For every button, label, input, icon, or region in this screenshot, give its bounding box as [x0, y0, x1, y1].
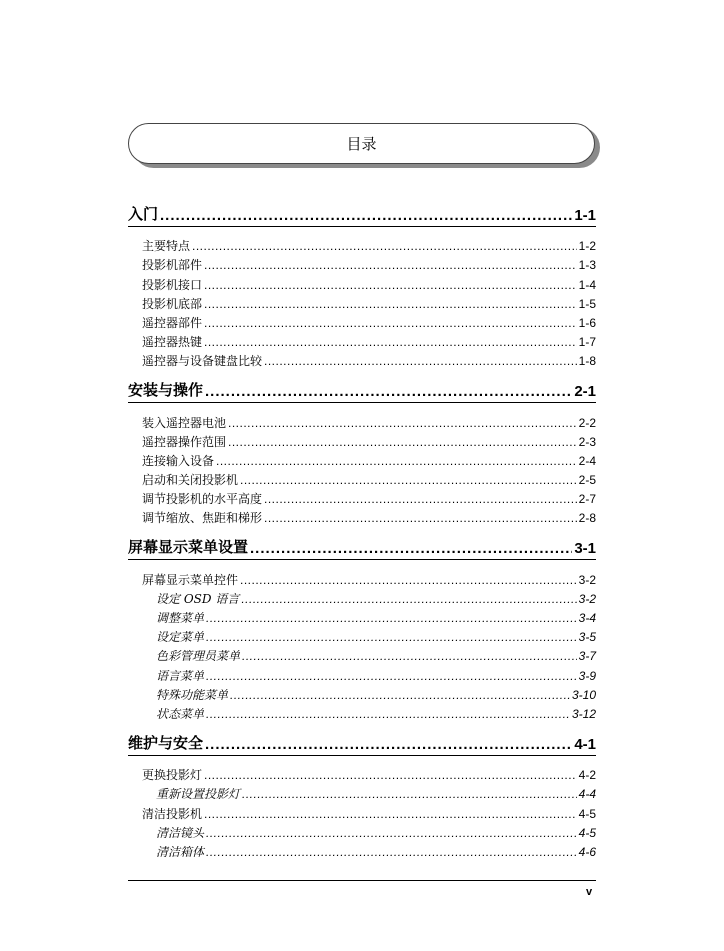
entry-title: 更换投影灯	[142, 768, 203, 783]
dot-leader	[204, 278, 577, 292]
entry-title: 遥控器部件	[142, 315, 203, 330]
toc-section-entry[interactable]	[128, 430, 596, 449]
dot-leader	[228, 416, 577, 430]
toc-entry-list	[128, 756, 596, 867]
dot-leader	[216, 454, 577, 468]
entry-page-number: 1-2	[578, 239, 596, 254]
entry-page-number: 1-7	[578, 335, 596, 350]
dot-leader	[264, 511, 577, 525]
entry-page-number: 3-7	[578, 649, 596, 664]
page-title: 目录	[346, 135, 377, 153]
chapter-page-number: 1-1	[574, 207, 596, 224]
entry-title: 设定 OSD 语言	[156, 591, 240, 606]
toc-entry-list	[128, 560, 596, 729]
entry-page-number: 2-4	[578, 453, 596, 468]
toc-subsection-entry[interactable]	[128, 606, 596, 625]
chapter-heading[interactable]	[128, 533, 596, 557]
dot-leader	[264, 354, 577, 368]
dot-leader	[241, 592, 576, 606]
toc-title-box	[128, 123, 595, 164]
toc-subsection-entry[interactable]	[128, 625, 596, 644]
entry-page-number: 2-5	[578, 473, 596, 488]
dot-leader	[228, 435, 577, 449]
entry-title: 清洁投影机	[142, 806, 203, 821]
dot-leader	[192, 239, 577, 253]
entry-page-number: 3-5	[578, 630, 596, 645]
toc-entry-list	[128, 227, 596, 376]
entry-title: 屏幕显示菜单控件	[142, 572, 239, 587]
toc-chapter	[128, 533, 596, 729]
entry-title: 装入遥控器电池	[142, 415, 227, 430]
entry-page-number: 4-2	[578, 768, 596, 783]
toc-section-entry[interactable]	[128, 292, 596, 311]
toc-subsection-entry[interactable]	[128, 683, 596, 702]
entry-page-number: 3-4	[578, 611, 596, 625]
entry-page-number: 3-2	[578, 572, 596, 587]
chapter-title: 入门	[128, 206, 159, 223]
toc-section-entry[interactable]	[128, 506, 596, 525]
dot-leader	[240, 473, 577, 487]
entry-title: 调整菜单	[156, 611, 205, 625]
entry-title: 状态菜单	[156, 706, 205, 721]
dot-leader	[206, 611, 577, 625]
dot-leader	[204, 297, 577, 311]
entry-page-number: 4-4	[578, 787, 596, 802]
entry-title: 启动和关闭投影机	[142, 473, 239, 488]
entry-page-number: 4-6	[578, 844, 596, 859]
entry-page-number: 4-5	[578, 806, 596, 821]
entry-title: 遥控器操作范围	[142, 434, 227, 449]
entry-title: 语言菜单	[156, 668, 205, 683]
toc-section-entry[interactable]	[128, 311, 596, 330]
toc-subsection-entry[interactable]	[128, 702, 596, 721]
toc-entry-list	[128, 403, 596, 533]
entry-page-number: 4-5	[578, 825, 596, 840]
toc-section-entry[interactable]	[128, 763, 596, 782]
toc-subsection-entry[interactable]	[128, 840, 596, 859]
toc-section-entry[interactable]	[128, 234, 596, 253]
entry-title: 投影机接口	[142, 277, 203, 292]
chapter-title: 屏幕显示菜单设置	[128, 539, 249, 557]
entry-page-number: 2-8	[578, 511, 596, 526]
entry-title: 投影机部件	[142, 258, 203, 273]
chapter-title: 维护与安全	[128, 734, 204, 752]
dot-leader	[206, 669, 577, 683]
toc-subsection-entry[interactable]	[128, 663, 596, 682]
dot-leader	[242, 787, 577, 801]
entry-title: 连接输入设备	[142, 453, 215, 468]
entry-page-number: 1-5	[578, 296, 596, 311]
entry-title: 投影机底部	[142, 296, 203, 311]
toc-section-entry[interactable]	[128, 349, 596, 368]
toc-section-entry[interactable]	[128, 410, 596, 429]
toc-section-entry[interactable]	[128, 330, 596, 349]
chapter-heading[interactable]	[128, 200, 596, 224]
toc-subsection-entry[interactable]	[128, 782, 596, 801]
dot-leader	[204, 335, 577, 349]
toc-subsection-entry[interactable]	[128, 821, 596, 840]
entry-page-number: 1-8	[578, 354, 596, 369]
entry-title: 清洁箱体	[156, 844, 205, 859]
dot-leader	[204, 768, 577, 782]
entry-page-number: 3-12	[571, 706, 596, 721]
chapter-title: 安装与操作	[128, 382, 204, 400]
entry-page-number: 2-3	[578, 434, 596, 449]
entry-title: 主要特点	[142, 239, 191, 254]
toc-section-entry[interactable]	[128, 487, 596, 506]
table-of-contents	[128, 200, 596, 867]
toc-section-entry[interactable]	[128, 801, 596, 820]
entry-title: 遥控器热键	[142, 335, 203, 350]
entry-title: 特殊功能菜单	[156, 687, 229, 702]
entry-title: 清洁镜头	[156, 825, 205, 840]
toc-subsection-entry[interactable]	[128, 587, 596, 606]
page-number: v	[586, 886, 593, 898]
footer-rule	[128, 880, 596, 881]
entry-title: 遥控器与设备键盘比较	[142, 354, 263, 369]
entry-page-number: 2-7	[578, 492, 596, 507]
toc-subsection-entry[interactable]	[128, 644, 596, 663]
toc-section-entry[interactable]	[128, 272, 596, 291]
dot-leader	[204, 316, 577, 330]
toc-section-entry[interactable]	[128, 449, 596, 468]
entry-page-number: 1-4	[578, 277, 596, 292]
entry-title: 设定菜单	[156, 630, 205, 645]
dot-leader	[250, 540, 572, 557]
toc-chapter	[128, 200, 596, 376]
dot-leader	[230, 688, 570, 702]
entry-title: 色彩管理员菜单	[156, 649, 241, 664]
chapter-heading[interactable]	[128, 376, 596, 400]
dot-leader	[206, 707, 570, 721]
chapter-heading[interactable]	[128, 729, 596, 753]
chapter-page-number: 2-1	[574, 383, 596, 401]
entry-page-number: 1-6	[578, 315, 596, 330]
dot-leader	[205, 383, 572, 400]
dot-leader	[206, 630, 577, 644]
toc-section-entry[interactable]	[128, 468, 596, 487]
dot-leader	[160, 207, 572, 224]
entry-page-number: 2-2	[578, 415, 596, 430]
dot-leader	[204, 807, 577, 821]
dot-leader	[204, 258, 577, 272]
entry-title: 重新设置投影灯	[156, 787, 241, 802]
chapter-page-number: 3-1	[574, 540, 596, 558]
dot-leader	[206, 845, 577, 859]
dot-leader	[205, 736, 572, 753]
entry-page-number: 3-9	[578, 668, 596, 683]
toc-section-entry[interactable]	[128, 253, 596, 272]
entry-page-number: 1-3	[578, 258, 596, 273]
toc-section-entry[interactable]	[128, 567, 596, 586]
toc-chapter	[128, 376, 596, 533]
entry-page-number: 3-2	[578, 591, 596, 606]
dot-leader	[264, 492, 577, 506]
dot-leader	[240, 573, 577, 587]
toc-chapter	[128, 729, 596, 867]
dot-leader	[242, 649, 577, 663]
entry-title: 调节投影机的水平高度	[142, 492, 263, 507]
entry-title: 调节缩放、焦距和梯形	[142, 511, 263, 526]
dot-leader	[206, 826, 577, 840]
entry-page-number: 3-10	[571, 687, 596, 702]
chapter-page-number: 4-1	[574, 735, 596, 753]
